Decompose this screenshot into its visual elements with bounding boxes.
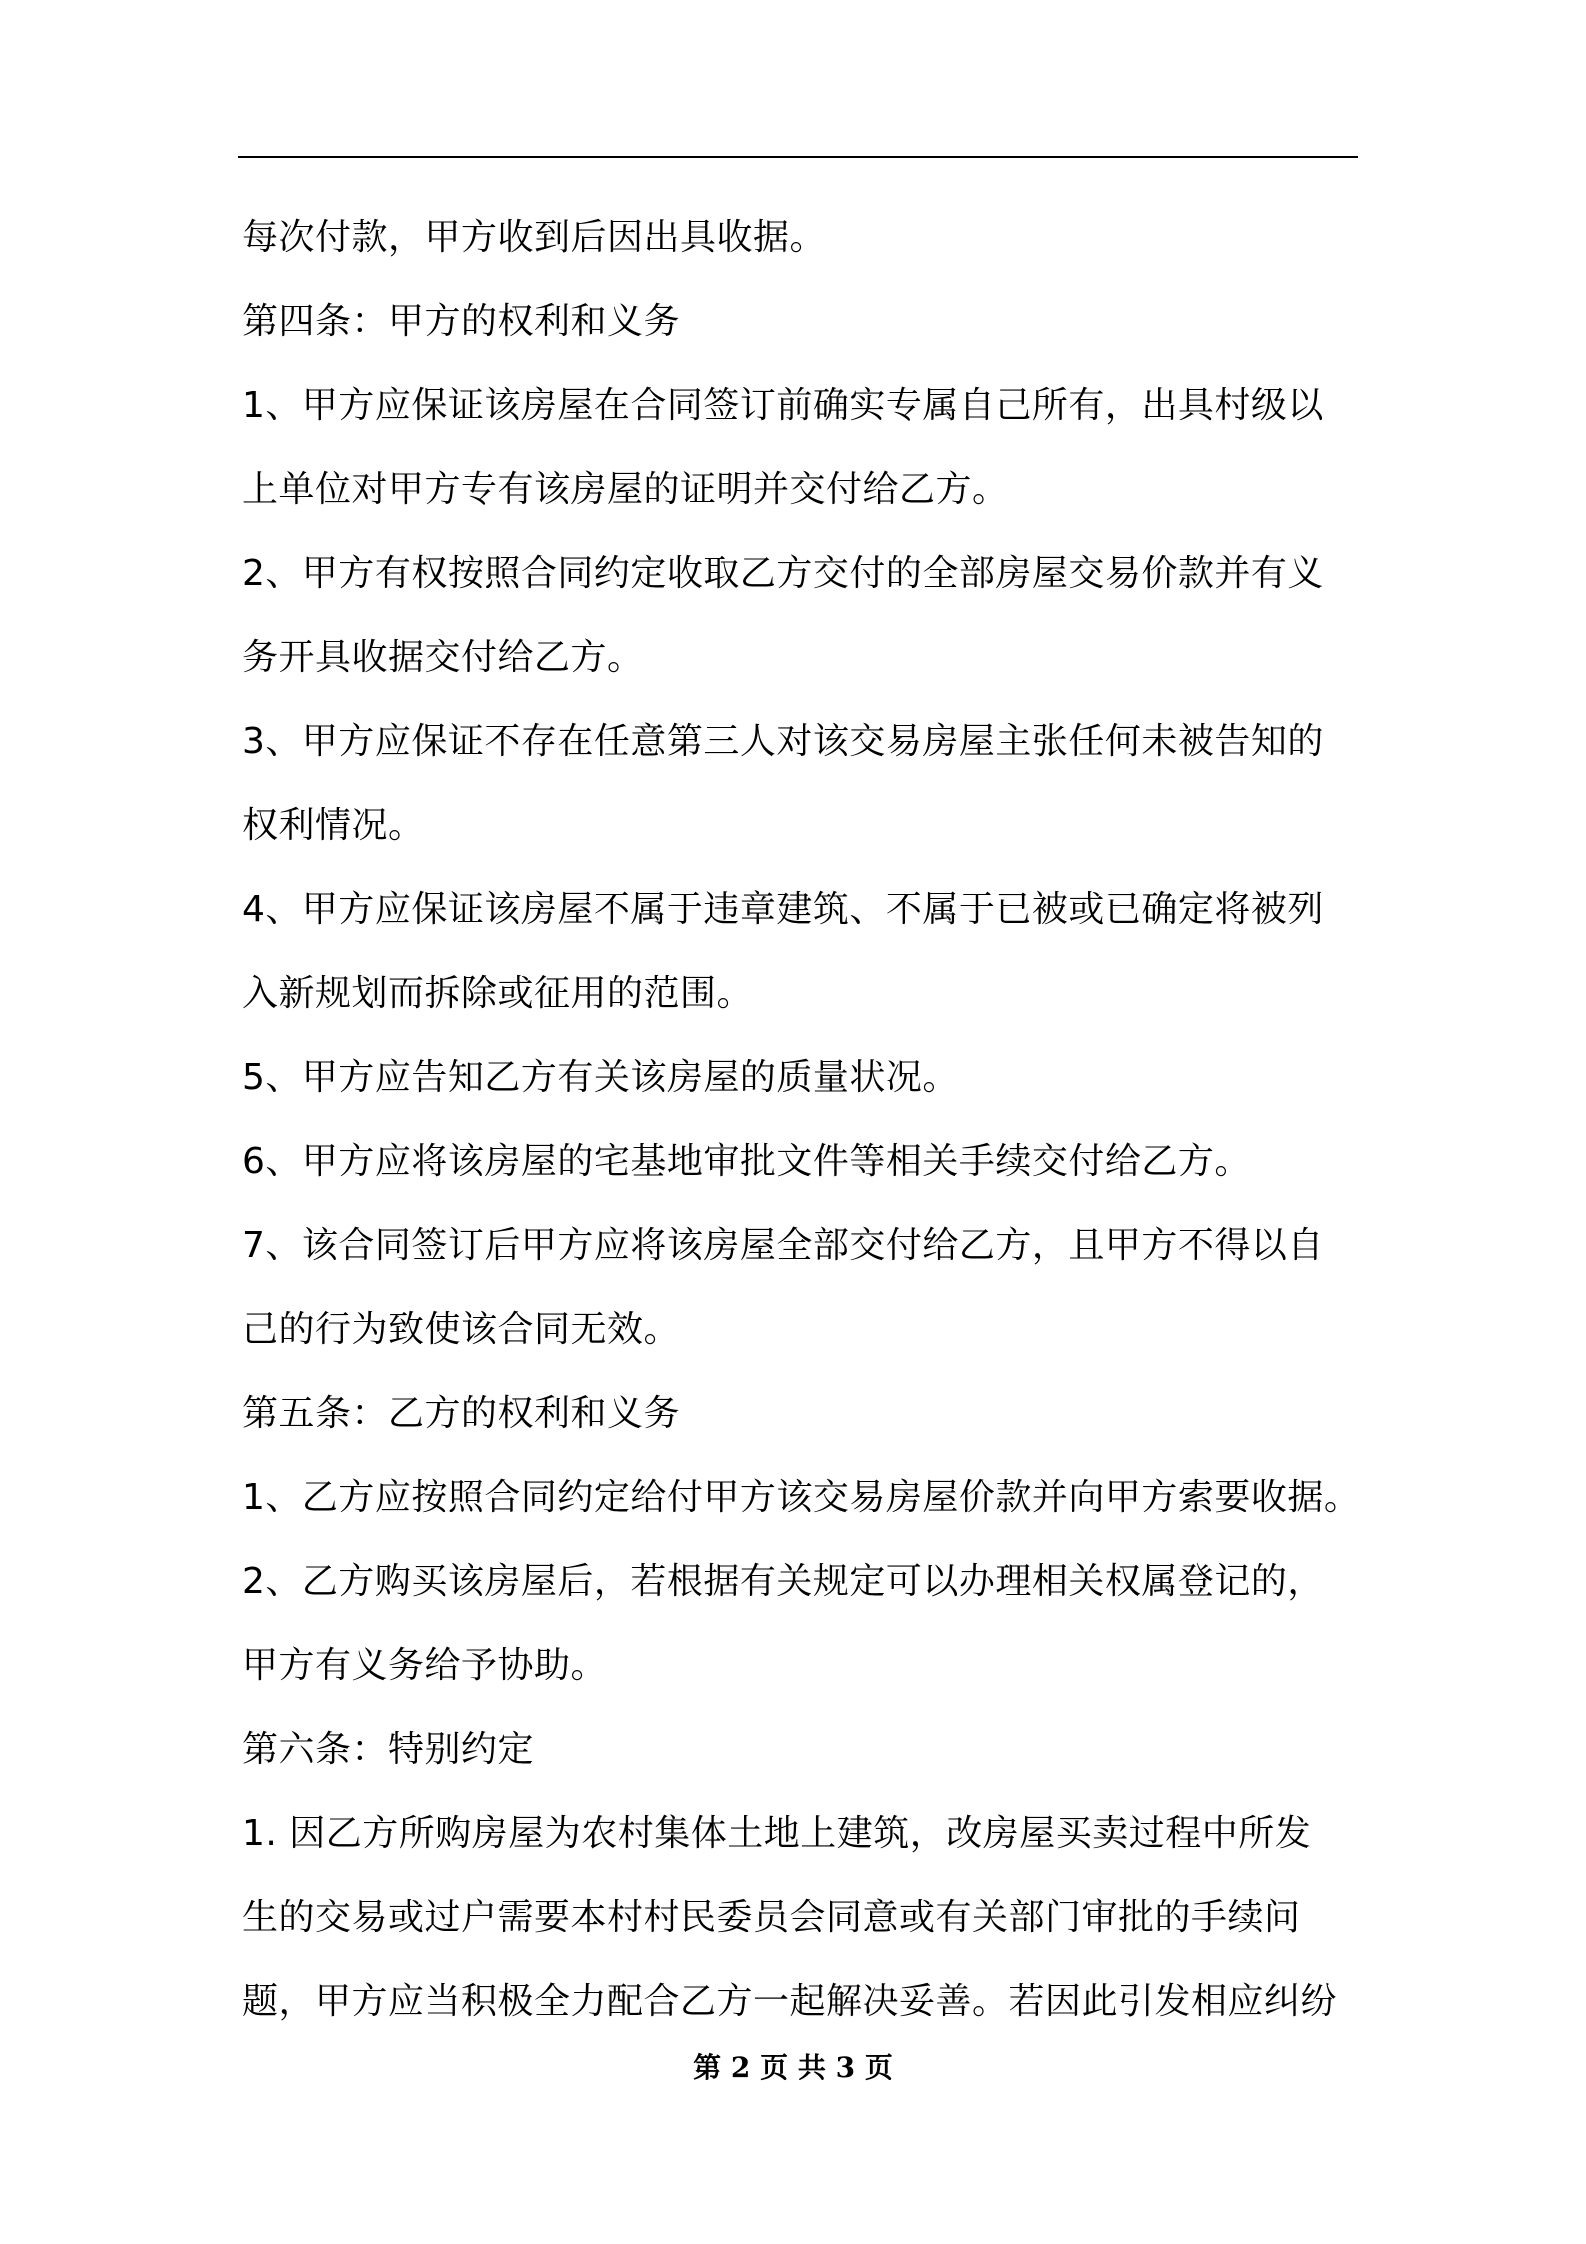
- text-line: 1、乙方应按照合同约定给付甲方该交易房屋价款并向甲方索要收据。: [242, 1477, 1361, 1518]
- text-line: 1. 因乙方所购房屋为农村集体土地上建筑，改房屋买卖过程中所发: [242, 1813, 1312, 1854]
- text-line: 甲方有义务给予协助。: [242, 1645, 608, 1686]
- section-heading: 第五条：乙方的权利和义务: [242, 1393, 681, 1434]
- text-line: 权利情况。: [242, 805, 425, 846]
- text-line: 1、甲方应保证该房屋在合同签订前确实专属自己所有，出具村级以: [242, 385, 1324, 426]
- text-line: 5、甲方应告知乙方有关该房屋的质量状况。: [242, 1057, 959, 1098]
- document-body: [242, 196, 1367, 2044]
- text-line: 6、甲方应将该房屋的宅基地审批文件等相关手续交付给乙方。: [242, 1141, 1251, 1182]
- page-number-footer: 第 2 页 共 3 页: [693, 2051, 893, 2084]
- text-line: 生的交易或过户需要本村村民委员会同意或有关部门审批的手续问: [242, 1897, 1301, 1938]
- text-line: 题，甲方应当积极全力配合乙方一起解决妥善。若因此引发相应纠纷: [242, 1981, 1338, 2022]
- text-line: 3、甲方应保证不存在任意第三人对该交易房屋主张任何未被告知的: [242, 721, 1324, 762]
- text-line: 2、乙方购买该房屋后，若根据有关规定可以办理相关权属登记的，: [242, 1561, 1324, 1602]
- text-line: 7、该合同签订后甲方应将该房屋全部交付给乙方，且甲方不得以自: [242, 1225, 1324, 1266]
- text-line: 入新规划而拆除或征用的范围。: [242, 973, 754, 1014]
- header-rule: [238, 156, 1358, 158]
- section-heading: 第六条：特别约定: [242, 1729, 535, 1770]
- text-line: 己的行为致使该合同无效。: [242, 1309, 681, 1350]
- text-line: 4、甲方应保证该房屋不属于违章建筑、不属于已被或已确定将被列: [242, 889, 1324, 930]
- text-line: 上单位对甲方专有该房屋的证明并交付给乙方。: [242, 469, 1009, 510]
- section-heading: 第四条：甲方的权利和义务: [242, 301, 681, 342]
- text-line: 务开具收据交付给乙方。: [242, 637, 644, 678]
- text-line: 2、甲方有权按照合同约定收取乙方交付的全部房屋交易价款并有义: [242, 553, 1324, 594]
- text-line: 每次付款，甲方收到后因出具收据。: [242, 217, 827, 258]
